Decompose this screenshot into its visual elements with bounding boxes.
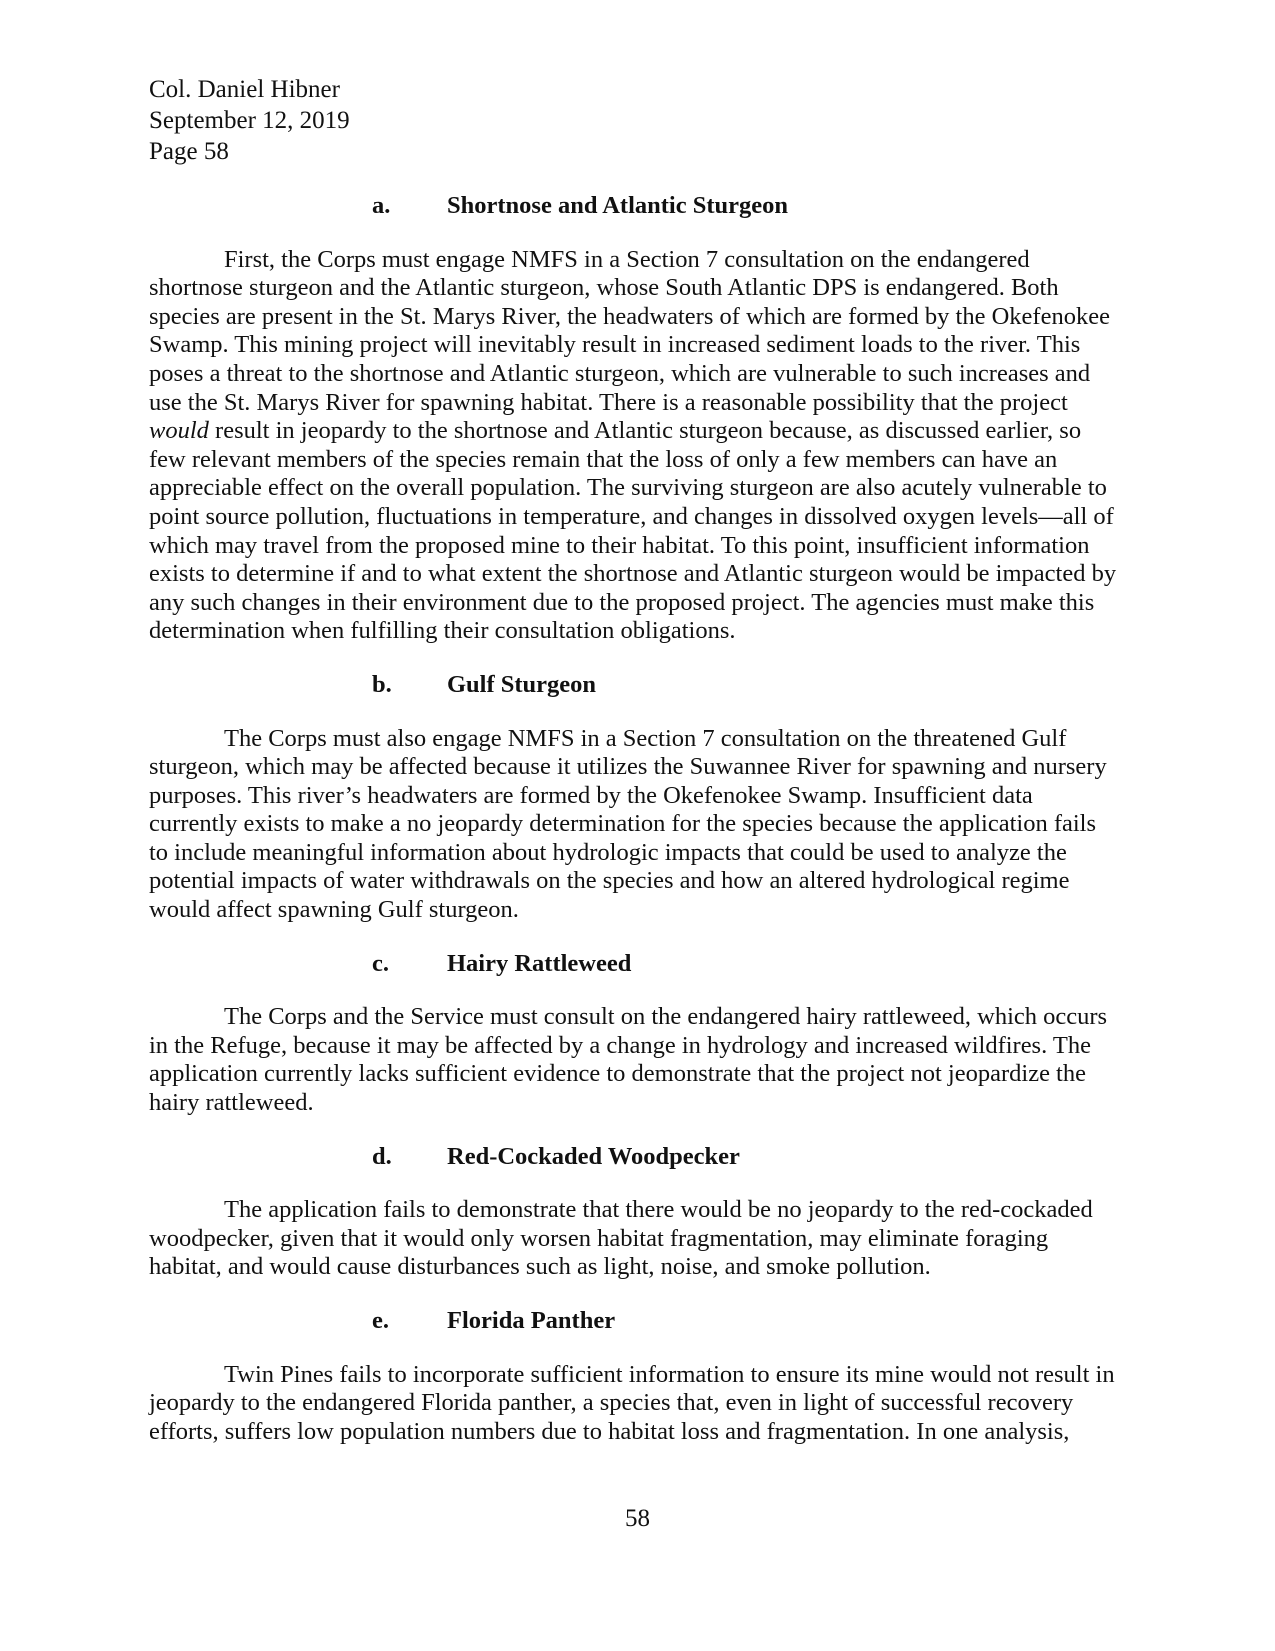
section-heading-hairy-rattleweed [149,950,1119,979]
section-heading-shortnose-atlantic-sturgeon [149,192,1119,221]
letterhead [149,74,350,167]
section-letter: e. [372,1307,389,1334]
section-letter: d. [372,1142,392,1170]
paragraph-red-cockaded-woodpecker: The application fails to demonstrate that there would be no jeopardy to the red-cockaded woodpecker, given that it would only worsen habitat fragmentation, may eliminate foraging habitat, and would cause disturbances such as light, noise, and smoke pollution. [149,1196,1093,1281]
emphasized-word: would [149,417,209,445]
section-heading-red-cockaded-woodpecker [149,1143,1119,1172]
paragraph-text: result in jeopardy to the shortnose and Atlantic sturgeon because, as discussed earlier, so few relevant members of the species remain that the loss of only a few members can have an appreciable effect on the overall population. The surviving sturgeon are also acutely vulnerable to point source pollution, fluctuations in temperature, and changes in dissolved oxygen levels—all of which may travel from the proposed mine to their habitat. To this point, insufficient information exists to determine if and to what extent the shortnose and Atlantic sturgeon would be impacted by any such changes in their environment due to the proposed project. The agencies must make this determination when fulfilling their consultation obligations. [149,417,1117,645]
section-title: Florida Panther [447,1307,616,1334]
section-heading-gulf-sturgeon [149,671,1119,700]
paragraph-florida-panther: Twin Pines fails to incorporate sufficient information to ensure its mine would not result in jeopardy to the endangered Florida panther, a species that, even in light of successful recovery efforts, suffers low population numbers due to habitat loss and fragmentation. In one analysis, [149,1360,1115,1445]
letter-date: September 12, 2019 [149,107,350,134]
section-title: Red-Cockaded Woodpecker [447,1142,740,1170]
section-title: Gulf Sturgeon [447,670,597,698]
paragraph-text: First, the Corps must engage NMFS in a Section 7 consultation on the endangered shortnose sturgeon and the Atlantic sturgeon, whose South Atlantic DPS is endangered. Both species are present in the St. Marys River, the headwaters of which are formed by the Okefenokee Swamp. This mining project will inevitably result in increased sediment loads to the river. This poses a threat to the shortnose and Atlantic sturgeon, which are vulnerable to such increases and use the St. Marys River for spawning habitat. There is a reasonable possibility that the project [149,245,1110,416]
section-title: Shortnose and Atlantic Sturgeon [447,192,789,219]
paragraph-gulf-sturgeon: The Corps must also engage NMFS in a Section 7 consultation on the threatened Gulf sturgeon, which may be affected because it utilizes the Suwannee River for spawning and nursery purposes. This river’s headwaters are formed by the Okefenokee Swamp. Insufficient data currently exists to make a no jeopardy determination for the species because the application fails to include meaningful information about hydrologic impacts that could be used to analyze the potential impacts of water withdrawals on the species and how an altered hydrological regime would affect spawning Gulf sturgeon. [149,724,1107,924]
paragraph-hairy-rattleweed: The Corps and the Service must consult on the endangered hairy rattleweed, which occurs in the Refuge, because it may be affected by a change in hydrology and increased wildfires. The application currently lacks sufficient evidence to demonstrate that the project not jeopardize the hairy rattleweed. [149,1003,1108,1117]
section-title: Hairy Rattleweed [447,949,632,977]
section-letter: b. [372,670,392,698]
section-letter: c. [372,949,389,977]
recipient-name: Col. Daniel Hibner [149,76,340,103]
document-body [149,192,1119,1471]
page-label: Page 58 [149,138,229,165]
page-number: 58 [625,1505,650,1532]
paragraph-shortnose-atlantic-sturgeon [149,246,1119,646]
section-letter: a. [372,192,391,219]
section-heading-florida-panther [149,1307,1119,1336]
